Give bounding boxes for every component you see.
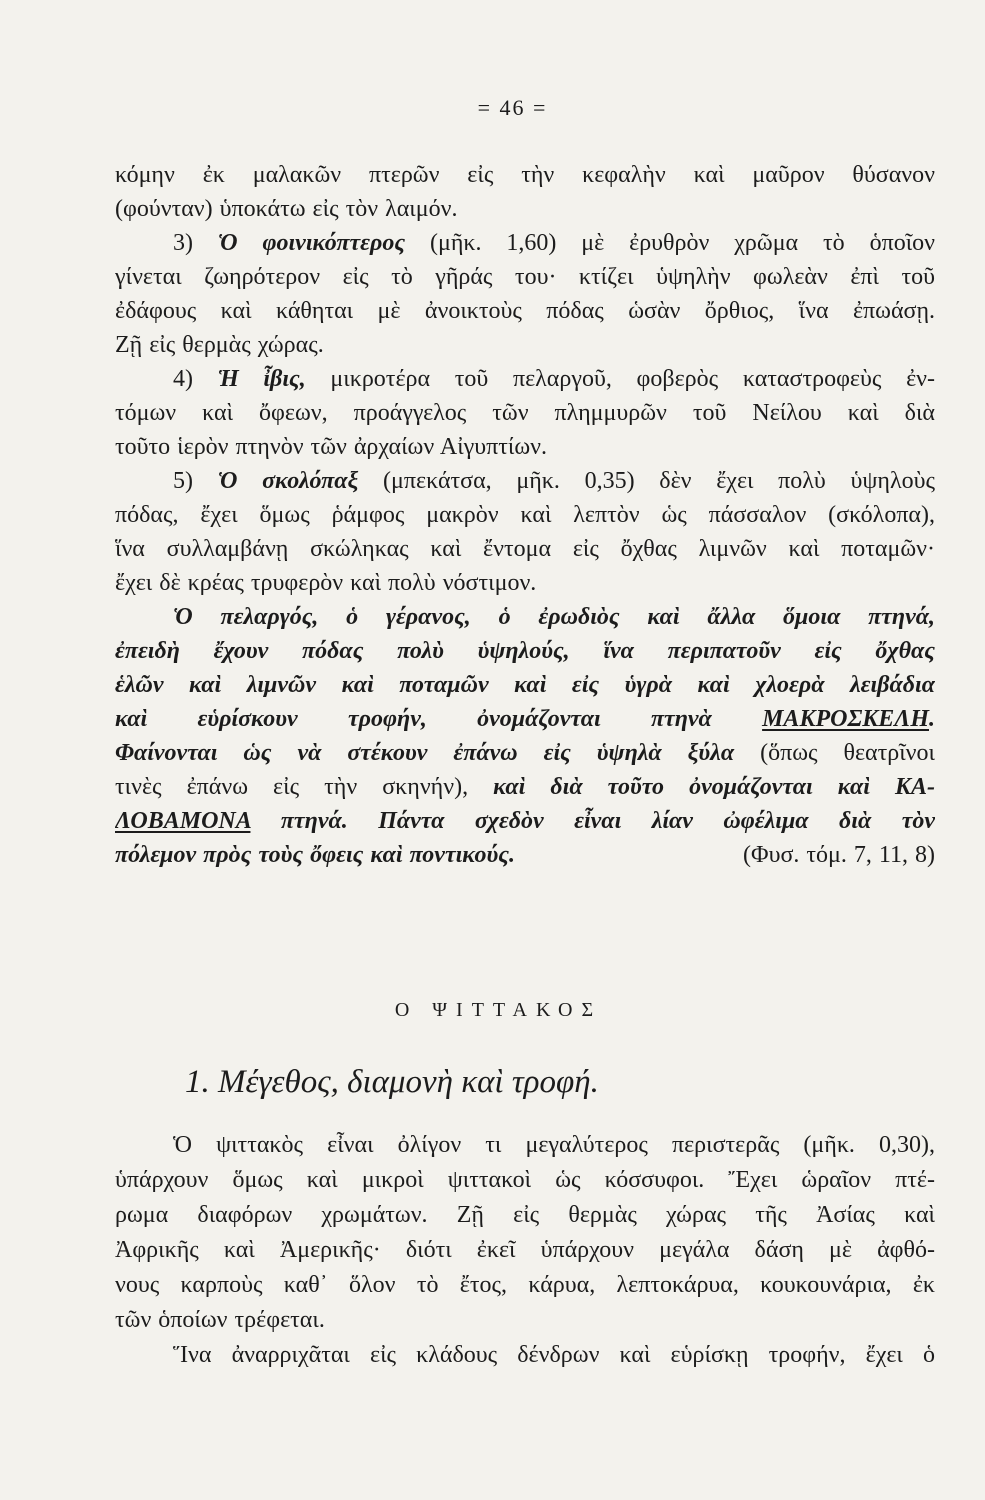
text-line (115, 1338, 935, 1373)
text-line (115, 294, 935, 328)
text-line (115, 1163, 935, 1198)
text-segment: Ὁ πελαργός, ὁ γέρανος, ὁ ἐρωδιὸς καὶ ἄλλα ὅμοια πτηνά, (173, 604, 935, 630)
text-line (115, 804, 935, 838)
text-segment: 5) (173, 468, 218, 494)
text-line (115, 532, 935, 566)
text-segment: κόμην ἐκ μαλακῶν πτερῶν εἰς τὴν κεφαλὴν καὶ μαῦρον θύσανον (115, 162, 935, 188)
text-line (115, 736, 935, 770)
text-line (115, 1303, 935, 1338)
citation: (Φυσ. τόμ. 7, 11, 8) (743, 842, 935, 868)
text-segment: (μπεκάτσα, μῆκ. 0,35) δὲν ἔχει πολὺ ὑψηλοὺς (358, 468, 935, 494)
text-segment: Φαίνονται ὡς νὰ στέκουν ἐπάνω εἰς ὑψηλὰ ξύλα (115, 740, 735, 766)
text-segment: 4) (173, 366, 218, 392)
text-segment: ρωμα διαφόρων χρωμάτων. Ζῇ εἰς θερμὰς χώρας τῆς Ἀσίας καὶ (115, 1202, 935, 1228)
text-segment: ΜΑΚΡΟΣΚΕΛΗ (762, 706, 929, 732)
text-segment: ἐδάφους καὶ κάθηται μὲ ἀνοικτοὺς πόδας ὡσὰν ὄρθιος, ἵνα ἐπωάσῃ. (115, 298, 935, 324)
text-segment: γίνεται ζωηρότερον εἰς τὸ γῆράς του· κτίζει ὑψηλὴν φωλεὰν ἐπὶ τοῦ (115, 264, 935, 290)
text-segment: Ἵνα ἀναρριχᾶται εἰς κλάδους δένδρων καὶ εὑρίσκῃ τροφήν, ἔχει ὁ (173, 1342, 935, 1368)
text-segment: (μῆκ. 1,60) μὲ ἐρυθρὸν χρῶμα τὸ ὁποῖον (405, 230, 935, 256)
text-segment: μικροτέρα τοῦ πελαργοῦ, φοβερὸς καταστροφεὺς ἐν- (305, 366, 935, 392)
text-line (115, 158, 935, 192)
text-line (115, 498, 935, 532)
text-line (115, 702, 935, 736)
text-segment: πτηνά. Πάντα σχεδὸν εἶναι λίαν ὠφέλιμα διὰ τὸν (250, 808, 935, 834)
text-segment: πόδας, ἔχει ὅμως ῥάμφος μακρὸν καὶ λεπτὸν ὡς πάσσαλον (σκόλοπα), (115, 502, 935, 528)
text-line (115, 362, 935, 396)
text-segment: ἐπειδὴ ἔχουν πόδας πολὺ ὑψηλούς, ἵνα περιπατοῦν εἰς ὄχθας (115, 638, 935, 664)
page-number: = 46 = (477, 95, 548, 120)
text-segment: (φούνταν) ὑποκάτω εἰς τὸν λαιμόν. (115, 196, 458, 222)
text-segment: Ὁ φοινικόπτερος (217, 230, 406, 256)
text-segment: ἑλῶν καὶ λιμνῶν καὶ ποταμῶν καὶ εἰς ὑγρὰ καὶ χλοερὰ λειβάδια (115, 672, 935, 698)
text-segment: ἔχει δὲ κρέας τρυφερὸν καὶ πολὺ νόστιμον. (115, 570, 537, 596)
text-segment: καὶ εὑρίσκουν τροφήν, ὀνομάζονται πτηνὰ (115, 706, 763, 732)
text-segment: τόμων καὶ ὄφεων, προάγγελος τῶν πλημμυρῶν τοῦ Νείλου καὶ διὰ (115, 400, 935, 426)
text-line (115, 634, 935, 668)
text-segment: τοῦτο ἱερὸν πτηνὸν τῶν ἀρχαίων Αἰγυπτίων. (115, 434, 548, 460)
text-line (115, 770, 935, 804)
text-segment: νους καρποὺς καθ᾿ ὅλον τὸ ἔτος, κάρυα, λεπτοκάρυα, κουκουνάρια, ἐκ (115, 1272, 935, 1298)
text-line (115, 1233, 935, 1268)
text-segment: 3) (173, 230, 218, 256)
text-line (115, 260, 935, 294)
text-line (115, 600, 935, 634)
text-segment: τινὲς ἐπάνω εἰς τὴν σκηνήν), (115, 774, 494, 800)
text-segment: ἵνα συλλαμβάνῃ σκώληκας καὶ ἔντομα εἰς ὄχθας λιμνῶν καὶ ποταμῶν· (115, 536, 935, 562)
subsection-heading: 1. Μέγεθος, διαμονὴ καὶ τροφή. (185, 1064, 599, 1100)
text-segment: Ὁ σκολόπαξ (217, 468, 359, 494)
text-line (115, 1198, 935, 1233)
text-segment: ὑπάρχουν ὅμως καὶ μικροὶ ψιττακοὶ ὡς κόσσυφοι. Ἔχει ὡραῖον πτέ- (115, 1167, 935, 1193)
body-text-block (115, 1128, 935, 1373)
text-segment: Ἡ ἶβις, (217, 366, 306, 392)
text-segment: ΛΟΒΑΜΟΝΑ (115, 808, 251, 834)
text-segment: (ὅπως θεατρῖνοι (734, 740, 935, 766)
text-line (115, 668, 935, 702)
text-segment: Ὁ ψιττακὸς εἶναι ὀλίγον τι μεγαλύτερος περιστερᾶς (μῆκ. 0,30), (173, 1132, 935, 1158)
body-text-block (115, 158, 935, 872)
text-line (115, 430, 935, 464)
text-line (115, 464, 935, 498)
section-heading: Ο ΨΙΤΤΑΚΟΣ (394, 999, 603, 1021)
text-line (115, 566, 935, 600)
text-segment: Ἀφρικῆς καὶ Ἀμερικῆς· διότι ἐκεῖ ὑπάρχουν μεγάλα δάση μὲ ἀφθό- (115, 1237, 935, 1263)
text-segment: πόλεμον πρὸς τοὺς ὄφεις καὶ ποντικούς. (115, 842, 515, 868)
text-line (115, 396, 935, 430)
text-segment: τῶν ὁποίων τρέφεται. (115, 1307, 325, 1333)
text-line (115, 1128, 935, 1163)
text-line (115, 838, 935, 872)
text-line (115, 192, 935, 226)
text-line (115, 1268, 935, 1303)
text-line (115, 328, 935, 362)
text-segment: καὶ διὰ τοῦτο ὀνομάζονται καὶ ΚΑ- (493, 774, 935, 800)
text-line (115, 226, 935, 260)
text-segment: . (929, 706, 935, 732)
text-segment: Ζῇ εἰς θερμὰς χώρας. (115, 332, 324, 358)
